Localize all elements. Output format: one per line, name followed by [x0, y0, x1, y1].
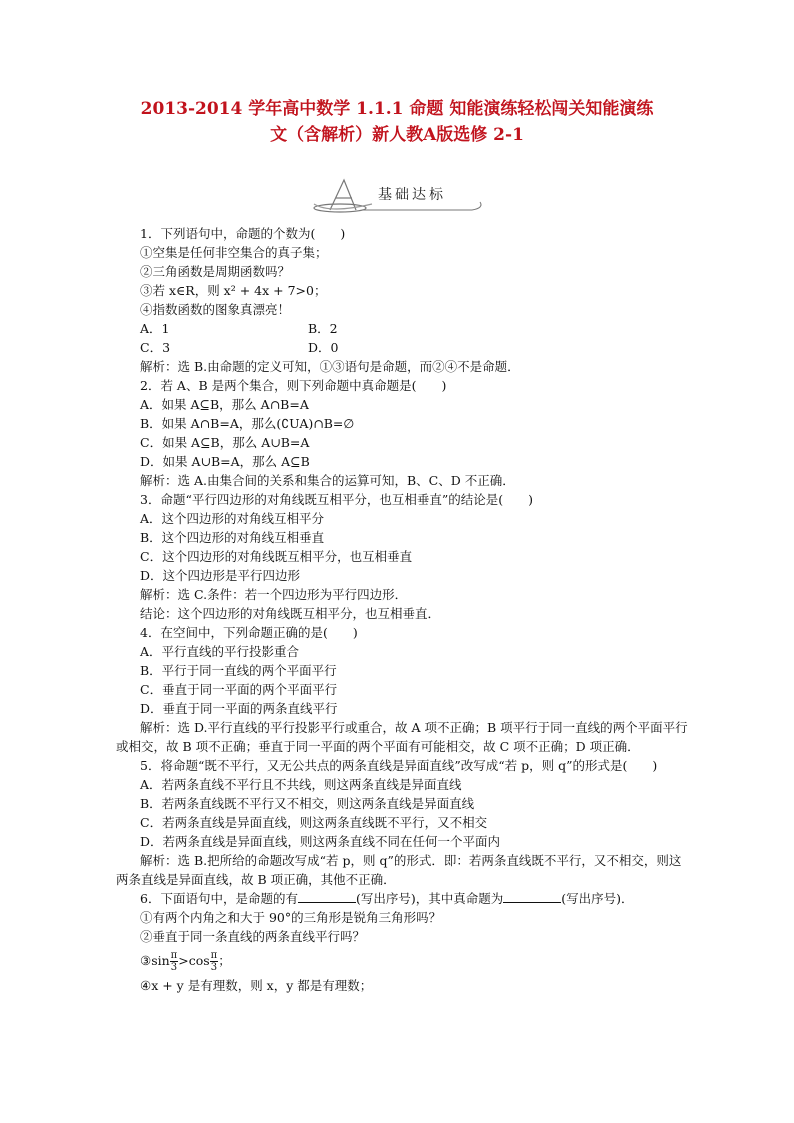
q6-statement-4: ④x + y 是有理数，则 x，y 都是有理数；: [140, 978, 373, 993]
q4-stem: 4．在空间中，下列命题正确的是( ): [140, 625, 358, 640]
q1-options-row-1: [140, 319, 688, 338]
q1-option-c: C．3: [140, 340, 171, 355]
q6-stem-part-2: (写出序号)，其中真命题为: [355, 891, 504, 906]
q2-option-d: D．如果 A∪B=A，那么 A⊆B: [140, 454, 310, 469]
q3-analysis-2: 结论：这个四边形的对角线既互相平分，也互相垂直．: [140, 606, 441, 621]
q4-option-b: B．平行于同一直线的两个平面平行: [140, 663, 337, 678]
q3-stem: 3．命题“平行四边形的对角线既互相平分，也互相垂直”的结论是( ): [140, 492, 533, 507]
document-title-line-1: 2013-2014 学年高中数学 1.1.1 命题 知能演练轻松闯关知能演练: [140, 99, 654, 119]
q1-option-d: D．0: [308, 340, 339, 355]
q4-option-d: D．垂直于同一平面的两条直线平行: [140, 701, 338, 716]
q5-option-c: C．若两条直线是异面直线，则这两条直线既不平行，又不相交: [140, 815, 488, 830]
q6-statement-3: [140, 946, 688, 976]
q3-option-d: D．这个四边形是平行四边形: [140, 568, 301, 583]
q6-s3-numerator-2: π: [210, 950, 218, 961]
q1-option-a: A．1: [140, 321, 170, 336]
q5-option-d: D．若两条直线是异面直线，则这两条直线不同在任何一个平面内: [140, 834, 501, 849]
section-label: 基础达标: [378, 187, 446, 203]
q6-s3-denominator-2: 3: [210, 962, 218, 973]
q6-answer-blank-1[interactable]: [298, 890, 356, 903]
q2-stem: 2．若 A、B 是两个集合，则下列命题中真命题是( ): [140, 378, 447, 393]
document-title-line-2: 文（含解析）新人教A版选修 2-1: [270, 125, 524, 145]
q2-analysis: 解析：选 A.由集合间的关系和集合的运算可知，B、C、D 不正确．: [140, 473, 515, 488]
q1-statement-4: ④指数函数的图象真漂亮！: [140, 302, 291, 317]
q6-stem-part-1: 6．下面语句中，是命题的有: [140, 891, 298, 906]
q4-option-c: C．垂直于同一平面的两个平面平行: [140, 682, 338, 697]
q6-s3-numerator-1: π: [170, 950, 178, 961]
q1-stem: 1．下列语句中，命题的个数为( ): [140, 226, 346, 241]
q6-s3-cos: >cos: [178, 953, 210, 968]
q2-option-c: C．如果 A⊆B，那么 A∪B=A: [140, 435, 310, 450]
q3-option-a: A．这个四边形的对角线互相平分: [140, 511, 325, 526]
q4-analysis: 解析：选 D.平行直线的平行投影平行或重合，故 A 项不正确；B 项平行于同一直线的两个平面平行或相交，故 B 项不正确；垂直于同一平面的两个平面有可能相交，故 C 项不正确；D 项正确．: [116, 720, 688, 754]
q1-statement-3: ③若 x∈R，则 x² + 4x + 7>0；: [140, 283, 327, 298]
q6-statement-2: ②垂直于同一条直线的两条直线平行吗？: [140, 929, 366, 944]
q6-s3-denominator-1: 3: [170, 962, 178, 973]
q5-option-a: A．若两条直线不平行且不共线，则这两条直线是异面直线: [140, 777, 462, 792]
q2-option-a: A．如果 A⊆B，那么 A∩B=A: [140, 397, 309, 412]
q2-option-b: B．如果 A∩B=A，那么(∁UA)∩B=∅: [140, 416, 355, 431]
q6-stem-part-3: (写出序号)．: [561, 891, 634, 906]
q3-analysis-1: 解析：选 C.条件：若一个四边形为平行四边形．: [140, 587, 408, 602]
q1-statement-1: ①空集是任何非空集合的真子集；: [140, 245, 328, 260]
q6-s3-end: ；: [218, 953, 231, 968]
q4-option-a: A．平行直线的平行投影重合: [140, 644, 300, 659]
q1-statement-2: ②三角函数是周期函数吗？: [140, 264, 291, 279]
q1-options-row-2: [140, 338, 688, 357]
q6-statement-1: ①有两个内角之和大于 90°的三角形是锐角三角形吗？: [140, 910, 442, 925]
q6-stem: [116, 889, 688, 908]
banner-a-emblem-icon: [314, 180, 372, 212]
q6-s3-fraction-2: [210, 950, 219, 973]
q3-option-c: C．这个四边形的对角线既互相平分，也互相垂直: [140, 549, 413, 564]
q5-analysis: 解析：选 B.把所给的命题改写成“若 p，则 q”的形式．即：若两条直线既不平行，又不相交，则这两条直线是异面直线，故 B 项正确，其他不正确．: [116, 853, 682, 887]
question-content: [116, 224, 688, 995]
q3-option-b: B．这个四边形的对角线互相垂直: [140, 530, 325, 545]
q5-stem: 5．将命题“既不平行，又无公共点的两条直线是异面直线”改写成“若 p，则 q”的形式是( ): [140, 758, 658, 773]
q6-s3-fraction-1: [170, 950, 179, 973]
q5-option-b: B．若两条直线既不平行又不相交，则这两条直线是异面直线: [140, 796, 475, 811]
q6-answer-blank-2[interactable]: [503, 890, 561, 903]
q6-s3-sin: ③sin: [140, 953, 170, 968]
q1-option-b: B．2: [308, 321, 338, 336]
q1-analysis: 解析：选 B.由命题的定义可知，①③语句是命题，而②④不是命题．: [140, 359, 520, 374]
